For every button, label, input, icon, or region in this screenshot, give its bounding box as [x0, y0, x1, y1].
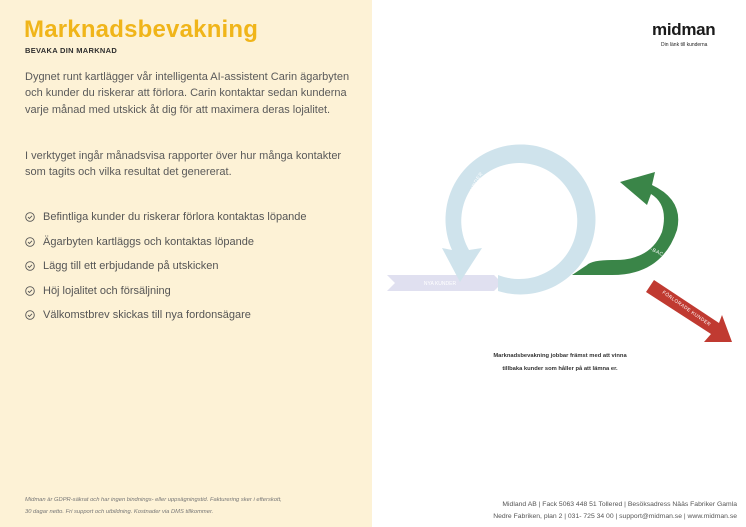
checklist-text: Ägarbyten kartläggs och kontaktas löpande: [43, 235, 254, 248]
caption-line: tillbaka kunder som håller på att lämna er.: [502, 365, 618, 372]
checklist-item: [25, 254, 307, 279]
report-paragraph: I verktyget ingår månadsvisa rapporter över hur många kontakter som tagits och vilka resultat det genererat.: [25, 150, 342, 179]
check-circle-icon: [25, 237, 35, 247]
existing-customers-label-path: BEFINTLIGA KUNDER: [465, 171, 485, 232]
check-circle-icon: [25, 212, 35, 222]
logo-tagline: Din länk till kunderna: [661, 42, 708, 48]
checklist-item: [25, 205, 307, 230]
checklist-text: Välkomstbrev skickas till nya fordonsägare: [43, 309, 251, 322]
logo-wordmark: midman: [652, 20, 716, 39]
page-title: Marknadsbevakning: [24, 16, 259, 43]
footnote-line: 30 dagar netto. Fri support och utbildning. Kostnader via DMS tillkommer.: [25, 508, 214, 515]
check-circle-icon: [25, 261, 35, 271]
footer-line: Nedre Fabriken, plan 2 | 031- 725 34 00 | support@midman.se | www.midman.se: [493, 512, 737, 520]
checklist-item: [25, 230, 307, 255]
caption-line: Marknadsbevakning jobbar främst med att vinna: [493, 353, 627, 359]
feature-checklist: [25, 205, 307, 328]
diagram-caption: [470, 350, 650, 375]
check-circle-icon: [25, 286, 35, 296]
win-back-label-path: WIN-BACK: [639, 241, 668, 260]
footer-line: Midland AB | Fack 5063 448 51 Tollered | Besöksadress Nääs Fabriker Gamla: [502, 501, 737, 508]
existing-customers-loop: [442, 144, 595, 294]
company-address-footer: [493, 499, 737, 522]
checklist-text: Lägg till ett erbjudande på utskicken: [43, 260, 219, 273]
new-customers-label: NYA KUNDER: [423, 281, 457, 287]
page-subtitle: BEVAKA DIN MARKNAD: [25, 46, 118, 55]
checklist-text: Befintliga kunder du riskerar förlora kontaktas löpande: [43, 211, 307, 224]
footnote-line: Midman är GDPR-säkrat och har ingen bindnings- eller uppsägningstid. Fakturering sker i efterskott,: [25, 497, 282, 503]
check-circle-icon: [25, 310, 35, 320]
terms-footnote: [25, 495, 365, 518]
checklist-item: [25, 279, 307, 304]
customer-cycle-diagram: [372, 120, 746, 360]
lost-customers-label-path: FÖRLORADE KUNDER: [660, 290, 712, 328]
checklist-item: [25, 303, 307, 328]
lost-customers-label: [661, 290, 712, 328]
checklist-text: Höj lojalitet och försäljning: [43, 284, 171, 297]
midman-logo: [652, 18, 732, 58]
intro-paragraph: Dygnet runt kartlägger vår intelligenta AI-assistent Carin ägarbyten och kunder du riskerar att förlora. Carin kontaktar sedan kunderna varje månad med utskick åt dig för att maximera deras lojalitet.: [25, 71, 350, 116]
